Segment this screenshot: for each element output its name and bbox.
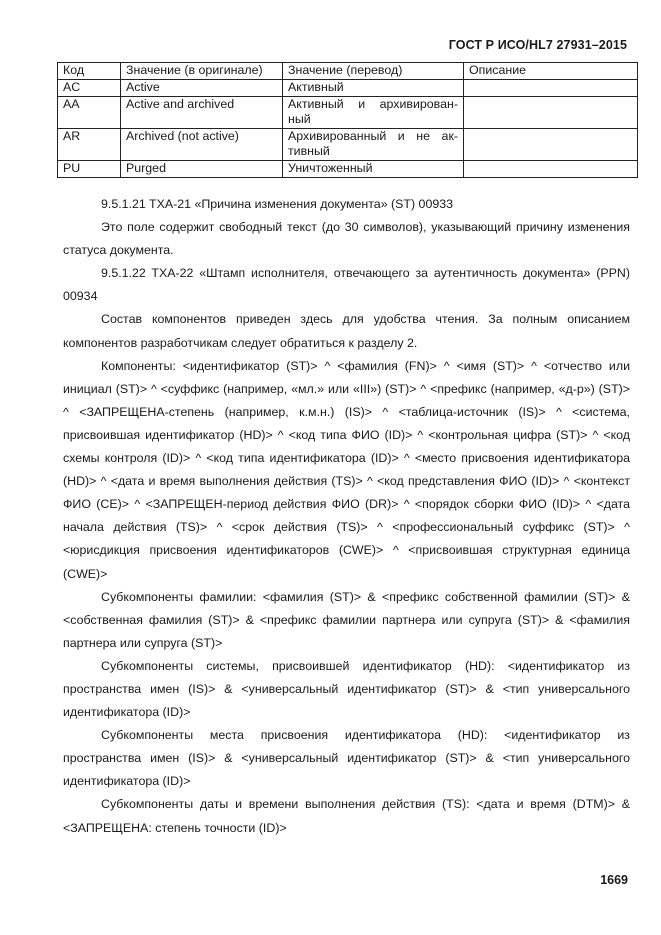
translation-line-2: ный <box>288 112 311 126</box>
cell-original: Archived (not active) <box>121 129 283 161</box>
subcomponents-place: Субкомпоненты места присвоения идентификатора (HD): <идентификатор из пространства имен (IS)> & <универсальный идентификатор (ST)> & <тип универсального идентификатора (ID)> <box>63 728 630 789</box>
column-header-original: Значение (в оригинале) <box>121 63 283 80</box>
cell-code: AA <box>58 97 121 129</box>
clause-21-heading: 9.5.1.21 TXA-21 «Причина изменения документа» (ST) 00933 <box>101 197 454 211</box>
translation-line-2: тивный <box>288 144 330 158</box>
cell-original: Active <box>121 80 283 97</box>
cell-code: AR <box>58 129 121 161</box>
cell-description <box>464 161 638 178</box>
translation-line-1: Архивированный и не ак- <box>288 129 458 143</box>
cell-description <box>464 97 638 129</box>
composition-note: Состав компонентов приведен здесь для удобства чтения. За полным описанием компонентов разработчикам следует обратиться к разделу 2. <box>63 312 630 350</box>
subcomponents-datetime: Субкомпоненты даты и времени выполнения действия (TS): <дата и время (DTM)> & <ЗАПРЕЩЕНА: степень точности (ID)> <box>63 797 630 835</box>
cell-code: AC <box>58 80 121 97</box>
clause-21-text: Это поле содержит свободный текст (до 30 символов), указывающий причину изменения статуса документа. <box>63 220 630 258</box>
table-header-row <box>58 63 638 80</box>
table-row <box>58 129 638 161</box>
translation-line-1: Активный и архивирован- <box>288 97 458 111</box>
subcomponents-system: Субкомпоненты системы, присвоившей идентификатор (HD): <идентификатор из пространства имен (IS)> & <универсальный идентификатор (ST)> & <тип универсального идентификатора (ID)> <box>63 658 630 720</box>
cell-translation <box>283 129 464 161</box>
table-row <box>58 97 638 129</box>
cell-description <box>464 80 638 97</box>
document-header: ГОСТ Р ИСО/HL7 27931–2015 <box>448 38 627 52</box>
cell-original: Active and archived <box>121 97 283 129</box>
clause-22-heading: 9.5.1.22 TXA-22 «Штамп исполнителя, отвечающего за аутентичность документа» (PPN) 00934 <box>63 266 630 304</box>
cell-original: Purged <box>121 161 283 178</box>
status-code-table <box>57 62 638 178</box>
page-number: 1669 <box>600 873 628 887</box>
column-header-code: Код <box>58 63 121 80</box>
cell-code: PU <box>58 161 121 178</box>
cell-translation <box>283 97 464 129</box>
table-row <box>58 80 638 97</box>
cell-translation: Уничтоженный <box>283 161 464 178</box>
document-body <box>63 193 630 840</box>
components-list: Компоненты: <идентификатор (ST)> ^ <фамилия (FN)> ^ <имя (ST)> ^ <отчество или инициал (ST)> ^ <суффикс (например, «мл.» или «III») (ST)> ^ <префикс (например, «д-р») (ST)> ^ <ЗАПРЕЩЕНА-степень (например, к.м.н.) (IS)> ^ <таблица-источник (IS)> ^ <система, присвоившая идентификатор (HD)> ^ <код типа ФИО (ID)> ^ <контрольная цифра (ST)> ^ <код схемы контроля (ID)> ^ <код типа идентификатора (ID)> ^ <место присвоения идентификатора (HD)> ^ <дата и время выполнения действия (TS)> ^ <код представления ФИО (ID)> ^ <контекст ФИО (CE)> ^ <ЗАПРЕЩЕН-период действия ФИО (DR)> ^ <порядок сборки ФИО (ID)> ^ <дата начала действия (TS)> ^ <срок действия (TS)> ^ <профессиональный суффикс (ST)> ^ <юрисдикция присвоения идентификаторов (CWE)> ^ <присвоившая структурная единица (CWE)> <box>63 358 630 581</box>
column-header-translation: Значение (перевод) <box>283 63 464 80</box>
subcomponents-family: Субкомпоненты фамилии: <фамилия (ST)> & <префикс собственной фамилии (ST)> & <собственная фамилия (ST)> & <префикс фамилии партнера или супруга (ST)> & <фамилия партнера или супруга (ST)> <box>63 589 630 650</box>
cell-description <box>464 129 638 161</box>
column-header-description: Описание <box>464 63 638 80</box>
table-row <box>58 161 638 178</box>
cell-translation: Активный <box>283 80 464 97</box>
